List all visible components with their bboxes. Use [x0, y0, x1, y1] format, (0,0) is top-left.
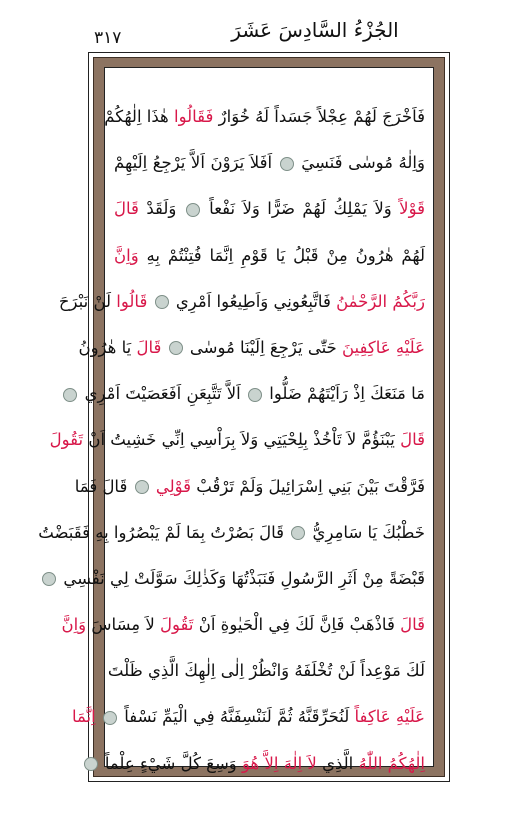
highlighted-word: قَوْلِي: [155, 476, 192, 496]
highlighted-word: فَقَالُوا: [173, 107, 214, 126]
verse-line: [61, 602, 425, 648]
verse-text: قَالَ فَمَا: [74, 476, 133, 496]
verse-text: لَكَ مَوْعِداً لَنْ تُخْلَفَهُ وَانْظُرْ اِلٰى اِلٰهِكَ الَّذِي ظَلْتَ: [107, 661, 425, 681]
verse-text: وَلاَ يَمْلِكُ لَهُمْ ضَرًّا وَلاَ نَفْعاً: [201, 199, 400, 219]
juz-title: الجُزْءُ السَّادِسَ عَشَرَ: [231, 18, 399, 42]
ayah-number-marker: [291, 526, 305, 540]
ayah-number-marker: [42, 572, 56, 586]
verse-text: لَهُمْ هٰرُونُ مِنْ قَبْلُ يَا قَوْمِ اِنَّمَا فُتِنْتُمْ بِهِ: [138, 245, 425, 265]
verse-text: الَّذِي: [316, 753, 359, 773]
verse-text: لاَ مِسَاسَ: [86, 615, 161, 635]
highlighted-word: وَاِنَّ: [114, 245, 139, 265]
highlighted-word: تَقُولَ: [160, 615, 194, 635]
ayah-number-marker: [155, 295, 169, 309]
ayah-number-marker: [103, 711, 117, 725]
ayah-number-marker: [280, 157, 294, 171]
highlighted-word: عَلَيْهِ عَاكِفاً: [354, 707, 425, 727]
highlighted-word: عَلَيْهِ عَاكِفِينَ: [342, 337, 425, 357]
verse-text: فَرَّقْتَ بَيْنَ بَنِي اِسْرَائِيلَ وَلَمْ تَرْقُبْ: [191, 476, 425, 496]
verse-text: لَنُحَرِّقَنَّهُ ثُمَّ لَنَنْسِفَنَّهُ فِي الْيَمِّ نَسْفاً: [118, 707, 355, 727]
verse-line: [58, 556, 425, 602]
verse-text: مَا مَنَعَكَ اِذْ رَاَيْتَهُمْ ضَلُّوا: [264, 384, 425, 404]
highlighted-word: اِنَّمَا: [71, 707, 96, 727]
verse-text: فَاَخْرَجَ لَهُمْ عِجْلاً جَسَداً لَهُ خُوَارٌ: [213, 107, 425, 126]
highlighted-word: رَبَّكُمُ الرَّحْمٰنُ: [336, 291, 425, 311]
verse-text: [161, 338, 166, 357]
highlighted-word: قَالَ: [400, 615, 425, 635]
verse-line: [58, 279, 425, 325]
verse-text: حَتّٰى يَرْجِعَ اِلَيْنَا مُوسٰى: [184, 337, 342, 357]
verse-text: اَفَلاَ يَرَوْنَ اَلاَّ يَرْجِعُ اِلَيْهِمْ: [114, 153, 278, 173]
verse-line: [114, 186, 425, 232]
verse-text: يَا هٰرُونُ: [78, 337, 137, 357]
verse-text: وَسِعَ كُلَّ شَيْءٍ عِلْماً: [99, 753, 242, 773]
highlighted-word: قَوْلاً: [399, 199, 425, 219]
highlighted-word: وَاِنَّ: [61, 615, 87, 635]
verse-text: وَلَقَدْ: [138, 199, 184, 219]
verse-line: [38, 510, 425, 556]
verse-line: [78, 325, 425, 371]
verse-line: [114, 233, 425, 279]
verse-line: [114, 140, 425, 186]
highlighted-word: قَالُوا: [116, 291, 148, 311]
ayah-number-marker: [135, 480, 149, 494]
verse-line: [71, 694, 425, 740]
verse-text: قَالَ بَصُرْتُ بِمَا لَمْ يَبْصُرُوا بِهِ فَقَبَضْتُ: [38, 522, 290, 542]
verse-text: هٰذَا اِلٰهُكُمْ: [104, 107, 174, 126]
ayah-number-marker: [248, 388, 262, 402]
verse-text: وَاِلٰهُ مُوسٰى فَنَسِيَ: [295, 153, 425, 173]
verse-line: [79, 371, 425, 417]
quran-text-block: [38, 94, 425, 787]
verse-line: [99, 741, 425, 787]
highlighted-word: اِلٰهُكُمُ اللّٰهُ: [358, 753, 425, 773]
highlighted-word: قَالَ: [136, 337, 162, 357]
ayah-number-marker: [186, 203, 200, 217]
verse-text: فَاذْهَبْ فَاِنَّ لَكَ فِي الْحَيٰوةِ اَنْ: [193, 615, 401, 635]
highlighted-word: قَالَ: [114, 199, 139, 219]
page-number: ٣١٧: [94, 28, 122, 48]
verse-text: [96, 707, 101, 726]
highlighted-word: تَقُولَ: [49, 430, 84, 450]
verse-text: لَنْ نَبْرَحَ: [58, 291, 117, 311]
verse-text: خَطْبُكَ يَا سَامِرِيُّ: [307, 522, 425, 542]
verse-line: [107, 648, 425, 694]
verse-line: [104, 94, 425, 140]
highlighted-word: قَالَ: [400, 430, 425, 450]
verse-text: قَبْضَةً مِنْ اَثَرِ الرَّسُولِ فَنَبَذْتُهَا وَكَذٰلِكَ سَوَّلَتْ لِي نَفْسِي: [58, 568, 425, 588]
highlighted-word: لاَ اِلٰهَ اِلاَّ هُوَ: [242, 753, 317, 773]
verse-text: اَلاَّ تَتَّبِعَنِ اَفَعَصَيْتَ اَمْرِي: [79, 384, 246, 404]
ayah-number-marker: [169, 341, 183, 355]
verse-text: [147, 292, 152, 311]
verse-line: [74, 464, 425, 510]
ayah-number-marker: [63, 388, 77, 402]
verse-line: [49, 417, 425, 463]
ayah-number-marker: [84, 757, 98, 771]
verse-text: فَاتَّبِعُونِي وَاَطِيعُوا اَمْرِي: [170, 291, 337, 311]
verse-text: يَبْنَؤُمَّ لاَ تَاْخُذْ بِلِحْيَتِي وَلاَ بِرَاْسِي اِنِّي خَشِيتُ اَنْ: [83, 430, 401, 450]
